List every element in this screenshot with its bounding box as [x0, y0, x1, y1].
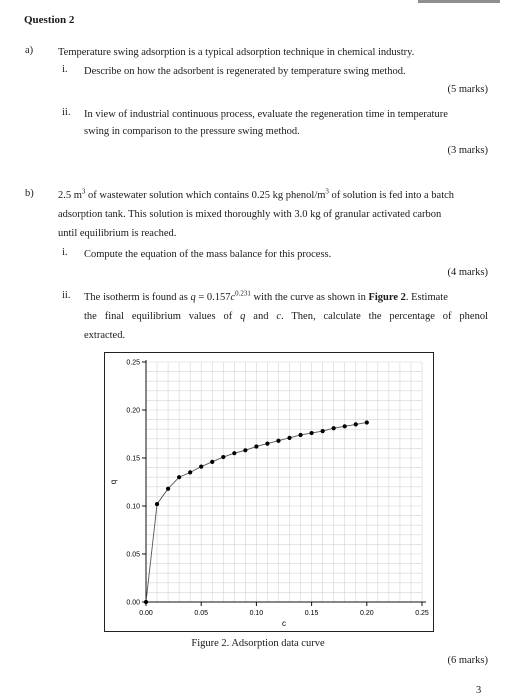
part-b-i-number: i.	[62, 247, 68, 258]
data-point	[199, 465, 203, 469]
data-point	[243, 448, 247, 452]
y-axis-label: q	[109, 479, 118, 485]
line2-text-a: the final equilibrium values of	[84, 311, 241, 322]
x-tick-label: 0.00	[139, 610, 153, 617]
isotherm-q: q	[190, 292, 196, 303]
data-point	[321, 429, 325, 433]
isotherm-text-end: . Estimate	[405, 292, 448, 303]
part-a-ii-number: ii.	[62, 107, 71, 118]
data-point	[221, 455, 225, 459]
part-b-line1-sup2: 3	[325, 187, 329, 196]
part-b-line1-a: 2.5 m	[58, 190, 82, 201]
figure-caption: Figure 2. Adsorption data curve	[191, 638, 325, 649]
data-point	[265, 442, 269, 446]
page-number: 3	[476, 685, 482, 696]
x-tick-label: 0.15	[304, 610, 319, 617]
x-tick-label: 0.05	[194, 610, 209, 617]
part-b-label: b)	[25, 188, 34, 199]
y-tick-label: 0.15	[126, 455, 140, 463]
part-b-ii-line1	[84, 290, 448, 306]
chart-frame	[105, 353, 434, 632]
part-b-ii-line2	[84, 309, 488, 325]
isotherm-eq: = 0.157	[195, 292, 231, 303]
data-point	[155, 502, 159, 506]
line2-text-b: . Then, calculate the percentage of phenol	[281, 311, 488, 322]
data-point	[254, 444, 258, 448]
part-b-line1	[58, 188, 454, 204]
line2-c: c	[276, 311, 282, 322]
part-b-i-text: Compute the equation of the mass balance for this process.	[84, 249, 332, 260]
part-a-i-number: i.	[62, 64, 68, 75]
x-tick-label: 0.20	[359, 610, 374, 617]
question-title: Question 2	[24, 14, 75, 26]
isotherm-exponent: 0.231	[235, 289, 251, 298]
part-b-line1-sup1: 3	[81, 187, 86, 196]
line2-q: q	[240, 311, 246, 322]
x-tick-label: 0.10	[249, 610, 264, 617]
adsorption-chart	[104, 352, 434, 632]
part-a-ii-line2: swing in comparison to the pressure swing method.	[84, 126, 300, 137]
part-a-label: a)	[25, 45, 34, 56]
data-point	[188, 470, 192, 474]
data-point	[298, 433, 302, 437]
part-b-ii-line3: extracted.	[84, 330, 126, 341]
data-point	[354, 422, 358, 426]
part-a-i-text: Describe on how the adsorbent is regenerated by temperature swing method.	[84, 66, 406, 77]
data-point	[232, 451, 236, 455]
data-point	[365, 420, 369, 424]
data-point	[276, 439, 280, 443]
header-rule	[418, 0, 500, 3]
part-a-intro: Temperature swing adsorption is a typical adsorption technique in chemical industry.	[58, 47, 415, 58]
y-tick-label: 0.25	[126, 359, 140, 367]
x-tick-label: 0.25	[415, 610, 429, 617]
data-point	[310, 431, 314, 435]
data-point	[210, 460, 214, 464]
data-point	[144, 600, 148, 604]
data-point	[177, 475, 181, 479]
y-tick-label: 0.10	[126, 503, 140, 511]
y-tick-label: 0.00	[126, 599, 140, 607]
isotherm-text-a: The isotherm is found as	[84, 292, 191, 303]
part-b-line3: until equilibrium is reached.	[58, 228, 177, 239]
part-b-line1-c: of solution is fed into a batch	[328, 190, 455, 201]
part-b-ii-marks: (6 marks)	[447, 655, 488, 666]
part-b-line1-b: of wastewater solution which contains 0.25 kg phenol/m	[85, 190, 326, 201]
part-b-ii-number: ii.	[62, 290, 71, 301]
isotherm-c: c	[230, 292, 236, 303]
part-a-ii-line1: In view of industrial continuous process, evaluate the regeneration time in temperature	[84, 109, 448, 120]
line2-and: and	[245, 311, 277, 322]
part-b-i-marks: (4 marks)	[447, 267, 488, 278]
y-tick-label: 0.20	[126, 407, 140, 415]
data-point	[166, 487, 170, 491]
data-point	[343, 424, 347, 428]
data-point	[287, 436, 291, 440]
figure-reference: Figure 2	[368, 292, 406, 303]
y-tick-label: 0.05	[126, 551, 140, 559]
isotherm-text-b: with the curve as shown in	[250, 292, 369, 303]
data-point	[332, 426, 336, 430]
x-axis-label: c	[282, 619, 286, 628]
part-a-ii-marks: (3 marks)	[447, 145, 488, 156]
part-b-line2: adsorption tank. This solution is mixed thoroughly with 3.0 kg of granular activated carbon	[58, 209, 442, 220]
part-a-i-marks: (5 marks)	[447, 84, 488, 95]
